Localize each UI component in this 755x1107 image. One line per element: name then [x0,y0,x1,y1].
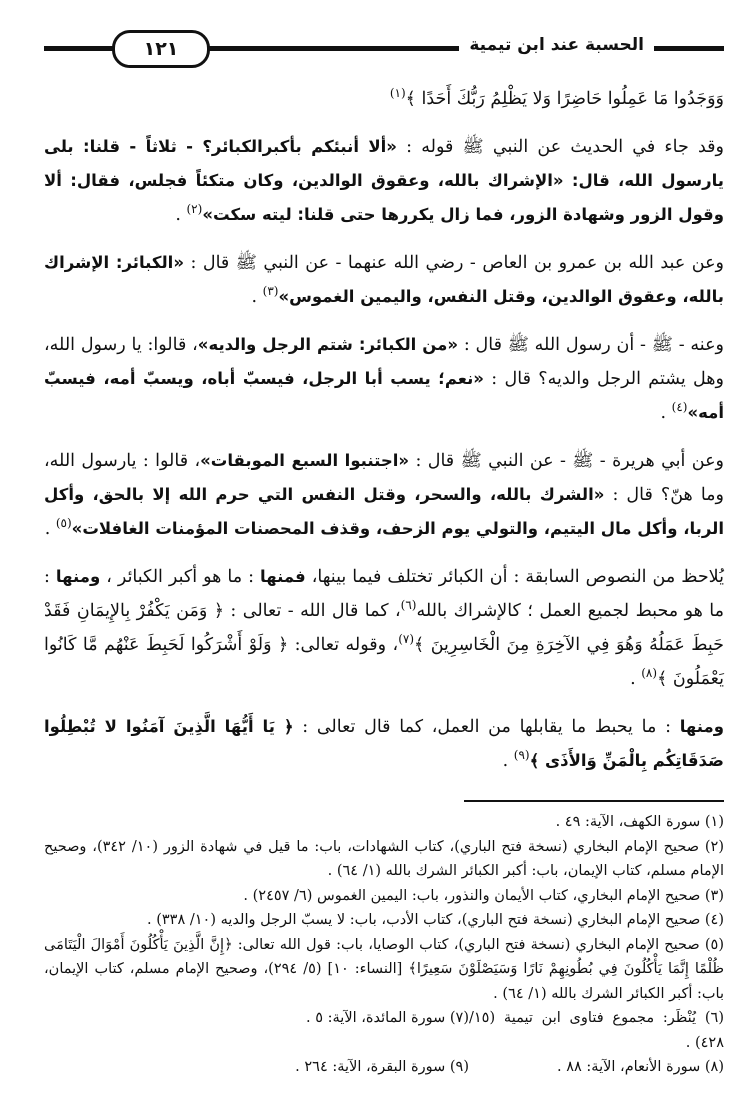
paragraph-text: : ما هو أكبر الكبائر ، [100,567,261,587]
paragraph-tail: . [44,519,56,539]
paragraph-text: وَوَجَدُوا مَا عَمِلُوا حَاضِرًا وَلا يَظْلِمُ رَبُّكَ أَحَدًا ﴾ [405,89,724,109]
hadith-quote: «من الكبائر: شتم الرجل والديه» [197,335,459,354]
footnote-ref[interactable]: (٨) [641,666,658,681]
paragraph-tail: . [630,669,642,689]
paragraph-tail: . [502,751,514,771]
emphasis: ومنها [55,567,101,586]
footnote: (٥) صحيح الإمام البخاري (نسخة فتح الباري)، كتاب الوصايا، باب: قول الله تعالى: ﴿إِنَّ الَّذِينَ يَأْكُلُونَ أَمْوَالَ الْيَتَامَى ظُلْمًا إِنَّمَا يَأْكُلُونَ فِي بُطُونِهِمْ نَارًا وَسَيَصْلَوْنَ سَعِيرًا﴾ [النساء: ١٠] (٥/ ٢٩٤)، وصحيح الإمام مسلم، كتاب الإيمان، باب: أكبر الكبائر الشرك بالله (١/ ٦٤) . [44,936,724,1002]
paragraph [44,82,724,116]
footnote: (٦) يُنْظَر: مجموع فتاوى ابن تيمية (١٥/ ٤٢٨) . [469,1010,724,1051]
paragraph-text: : ما يحبط ما يقابلها من العمل، كما قال تعالى : [293,717,680,737]
hadith-quote: «الكبائر: الإشراك بالله، وعقوق الوالدين، وقتل النفس، واليمين الغموس» [44,253,724,306]
footnote-ref[interactable]: (٢) [186,202,203,217]
page-header [44,26,724,68]
footnote: (١) سورة الكهف، الآية: ٤٩ . [555,814,724,830]
hadith-quote: «اجتنبوا السبع الموبقات» [200,451,410,470]
footnote-ref[interactable]: (٥) [55,516,72,531]
main-text [44,82,724,778]
paragraph-text: ، قالوا : يارسول الله، وما هنّ؟ قال : [44,451,724,505]
footnote-ref[interactable]: (٤) [671,400,688,415]
paragraph [44,444,724,546]
footnote: (٢) صحيح الإمام البخاري (نسخة فتح الباري)، كتاب الشهادات، باب: ما قيل في شهادة الزور (١٠/ ٣٤٢)، وصحيح الإمام مسلم، كتاب الإيمان، باب: أكبر الكبائر الشرك بالله (١/ ٦٤) . [44,838,724,879]
paragraph-text: وعن أبي هريرة - ﷺ - عن النبي ﷺ قال : [409,451,724,471]
footnote: (٣) صحيح الإمام البخاري، كتاب الأيمان والنذور، باب: اليمين الغموس (٦/ ٢٤٥٧) . [243,887,724,904]
quran-verse: ، كما قال الله - تعالى : ﴿ وَمَن يَكْفُرْ بِالإِيمَانِ فَقَدْ حَبِطَ عَمَلُهُ وَهُوَ فِي الآخِرَةِ مِنَ الْخَاسِرِينَ ﴾ [44,601,724,655]
footnote: (٤) صحيح الإمام البخاري (نسخة فتح الباري)، كتاب الأدب، باب: لا يسبّ الرجل والديه (١٠/ ٣٣٨) . [147,912,724,928]
footnote-ref[interactable]: (٩) [513,748,530,763]
paragraph-text: وقد جاء في الحديث عن النبي ﷺ قوله : [396,137,725,157]
emphasis: ومنها [679,717,724,736]
paragraph [44,560,724,696]
paragraph-text: : ما هو محبط لجميع العمل ؛ كالإشراك بالله [44,567,724,621]
footnote-separator [464,800,724,802]
paragraph-tail: . [660,403,672,423]
footnote-ref[interactable]: (٣) [262,284,279,299]
paragraph-text: ، قالوا: يا رسول الله، وهل يشتم الرجل والديه؟ قال : [44,335,724,389]
page-number: ١٢١ [112,30,210,68]
paragraph [44,710,724,778]
paragraph-tail: . [251,287,263,307]
paragraph-tail: . [175,205,187,225]
footnote-row [44,1055,724,1080]
emphasis: فمنها [260,567,306,586]
hadith-quote: «ألا أنبئكم بأكبرالكبائر؟ - ثلاثاً - قلنا: بلى يارسول الله، قال: «الإشراك بالله، وعقوق الوالدين، وكان متكئاً فجلس، فقال: ألا وقول الزور وشهادة الزور، فما زال يكررها حتى قلنا: ليته سكت» [44,137,724,224]
footnote: (٩) سورة البقرة، الآية: ٢٦٤ . [295,1059,469,1075]
running-title: الحسبة عند ابن تيمية [459,30,654,60]
footnote: (٨) سورة الأنعام، الآية: ٨٨ . [557,1059,724,1075]
paragraph-text: وعنه - ﷺ - أن رسول الله ﷺ قال : [458,335,724,355]
hadith-quote: «نعم؛ يسب أبا الرجل، فيسبّ أباه، ويسبّ أمه، فيسبّ أمه» [44,369,724,422]
paragraph [44,328,724,430]
book-page [44,26,724,1096]
quran-verse: ﴿ يَا أَيُّهَا الَّذِينَ آمَنُوا لا تُبْطِلُوا صَدَقَاتِكُم بِالْمَنِّ وَالأَذَى ﴾ [44,717,724,770]
paragraph [44,130,724,232]
footnote-row [44,1006,724,1055]
footnotes [44,810,724,1080]
footnote-ref[interactable]: (٦) [400,598,417,613]
footnote-ref[interactable]: (٧) [398,632,415,647]
paragraph-text: يُلاحظ من النصوص السابقة : أن الكبائر تختلف فيما بينها، [305,567,724,587]
paragraph-text: وعن عبد الله بن عمرو بن العاص - رضي الله عنهما - عن النبي ﷺ قال : [183,253,724,273]
quran-verse: ، وقوله تعالى: ﴿ وَلَوْ أَشْرَكُوا لَحَبِطَ عَنْهُم مَّا كَانُوا يَعْمَلُونَ ﴾ [44,635,724,689]
footnote-ref[interactable]: (١) [389,86,406,101]
hadith-quote: «الشرك بالله، والسحر، وقتل النفس التي حرم الله إلا بالحق، وأكل الربا، وأكل مال اليتيم، والتولي يوم الزحف، وقذف المحصنات المؤمنات الغافلات» [44,485,724,538]
paragraph [44,246,724,314]
footnote: (٧) سورة المائدة، الآية: ٥ . [306,1010,469,1026]
